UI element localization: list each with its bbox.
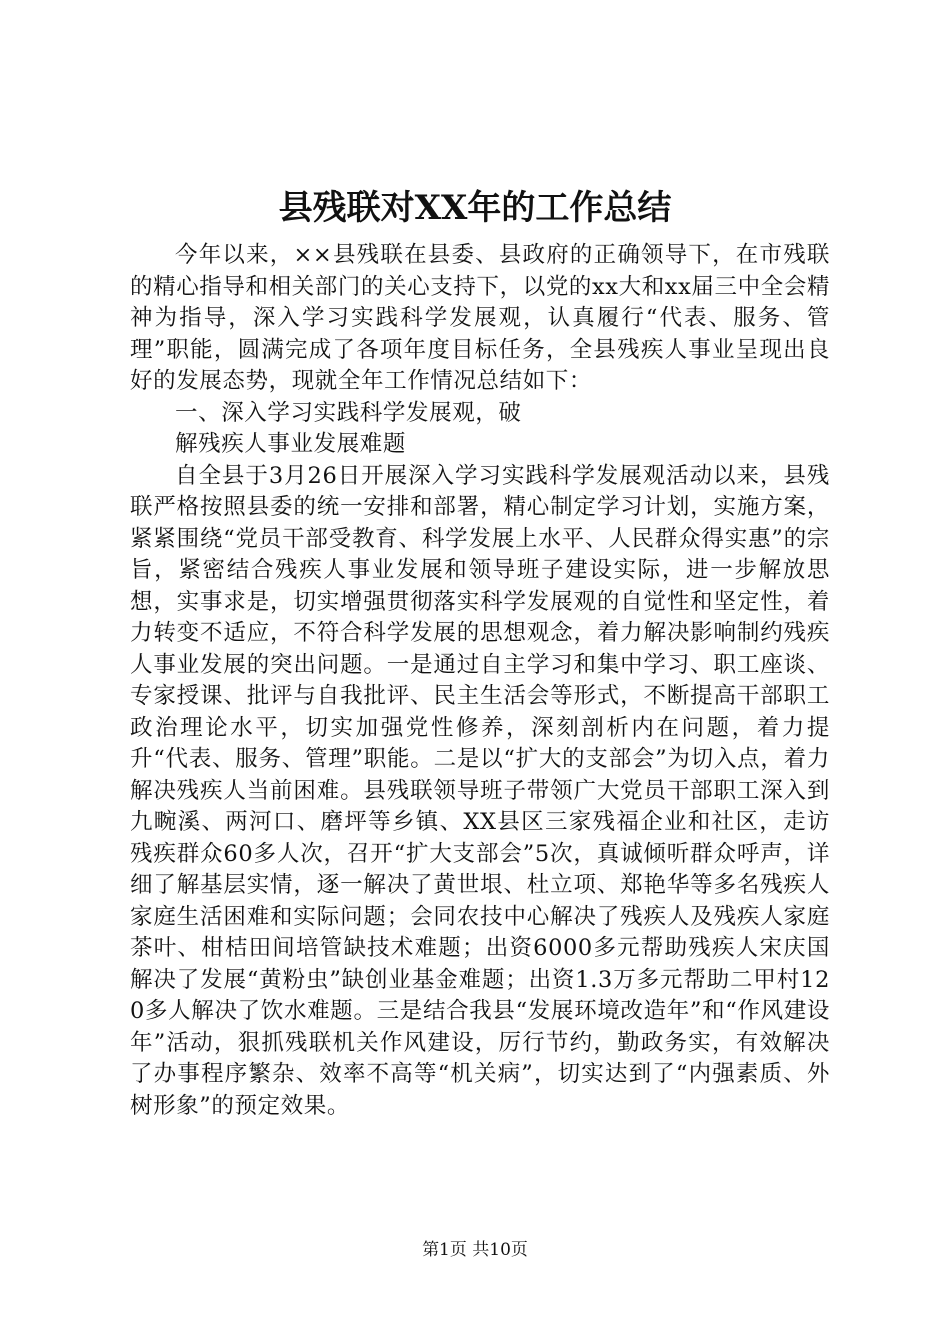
section-heading-line-1: 一、深入学习实践科学发展观，破 <box>175 399 522 426</box>
intro-paragraph: 今年以来，××县残联在县委、县政府的正确领导下，在市残联的精心指导和相关部门的关心支持下，以党的xx大和xx届三中全会精神为指导，深入学习实践科学发展观，认真履行“代表、服务、管理”职能，圆满完成了各项年度目标任务，全县残疾人事业呈现出良好的发展态势，现就全年工作情况总结如下： <box>130 242 830 394</box>
section-paragraph: 自全县于3月26日开展深入学习实践科学发展观活动以来，县残联严格按照县委的统一安排和部署，精心制定学习计划，实施方案，紧紧围绕“党员干部受教育、科学发展上水平、人民群众得实惠”的宗旨，紧密结合残疾人事业发展和领导班子建设实际，进一步解放思想，实事求是，切实增强贯彻落实科学发展观的自觉性和坚定性，着力转变不适应，不符合科学发展的思想观念，着力解决影响制约残疾人事业发展的突出问题。一是通过自主学习和集中学习、职工座谈、专家授课、批评与自我批评、民主生活会等形式，不断提高干部职工政治理论水平，切实加强党性修养，深刻剖析内在问题，着力提升“代表、服务、管理”职能。二是以“扩大的支部会”为切入点，着力解决残疾人当前困难。县残联领导班子带领广大党员干部职工深入到九畹溪、两河口、磨坪等乡镇、XX县区三家残福企业和社区，走访残疾群众60多人次，召开“扩大支部会”5次，真诚倾听群众呼声，详细了解基层实情，逐一解决了黄世垠、杜立项、郑艳华等多名残疾人家庭生活困难和实际问题；会同农技中心解决了残疾人及残疾人家庭茶叶、柑桔田间培管缺技术难题；出资6000多元帮助残疾人宋庆国解决了发展“黄粉虫”缺创业基金难题；出资1.3万多元帮助二甲村120多人解决了饮水难题。三是结合我县“发展环境改造年”和“作风建设年”活动，狠抓残联机关作风建设，厉行节约，勤政务实，有效解决了办事程序繁杂、效率不高等“机关病”，切实达到了“内强素质、外树形象”的预定效果。 <box>130 462 830 1119</box>
document-body <box>130 240 830 1122</box>
section-heading-line-2: 解残疾人事业发展难题 <box>175 431 407 457</box>
page-footer: 第1页 共10页 <box>422 1240 528 1260</box>
document-title: 县残联对XX年的工作总结 <box>278 188 672 228</box>
